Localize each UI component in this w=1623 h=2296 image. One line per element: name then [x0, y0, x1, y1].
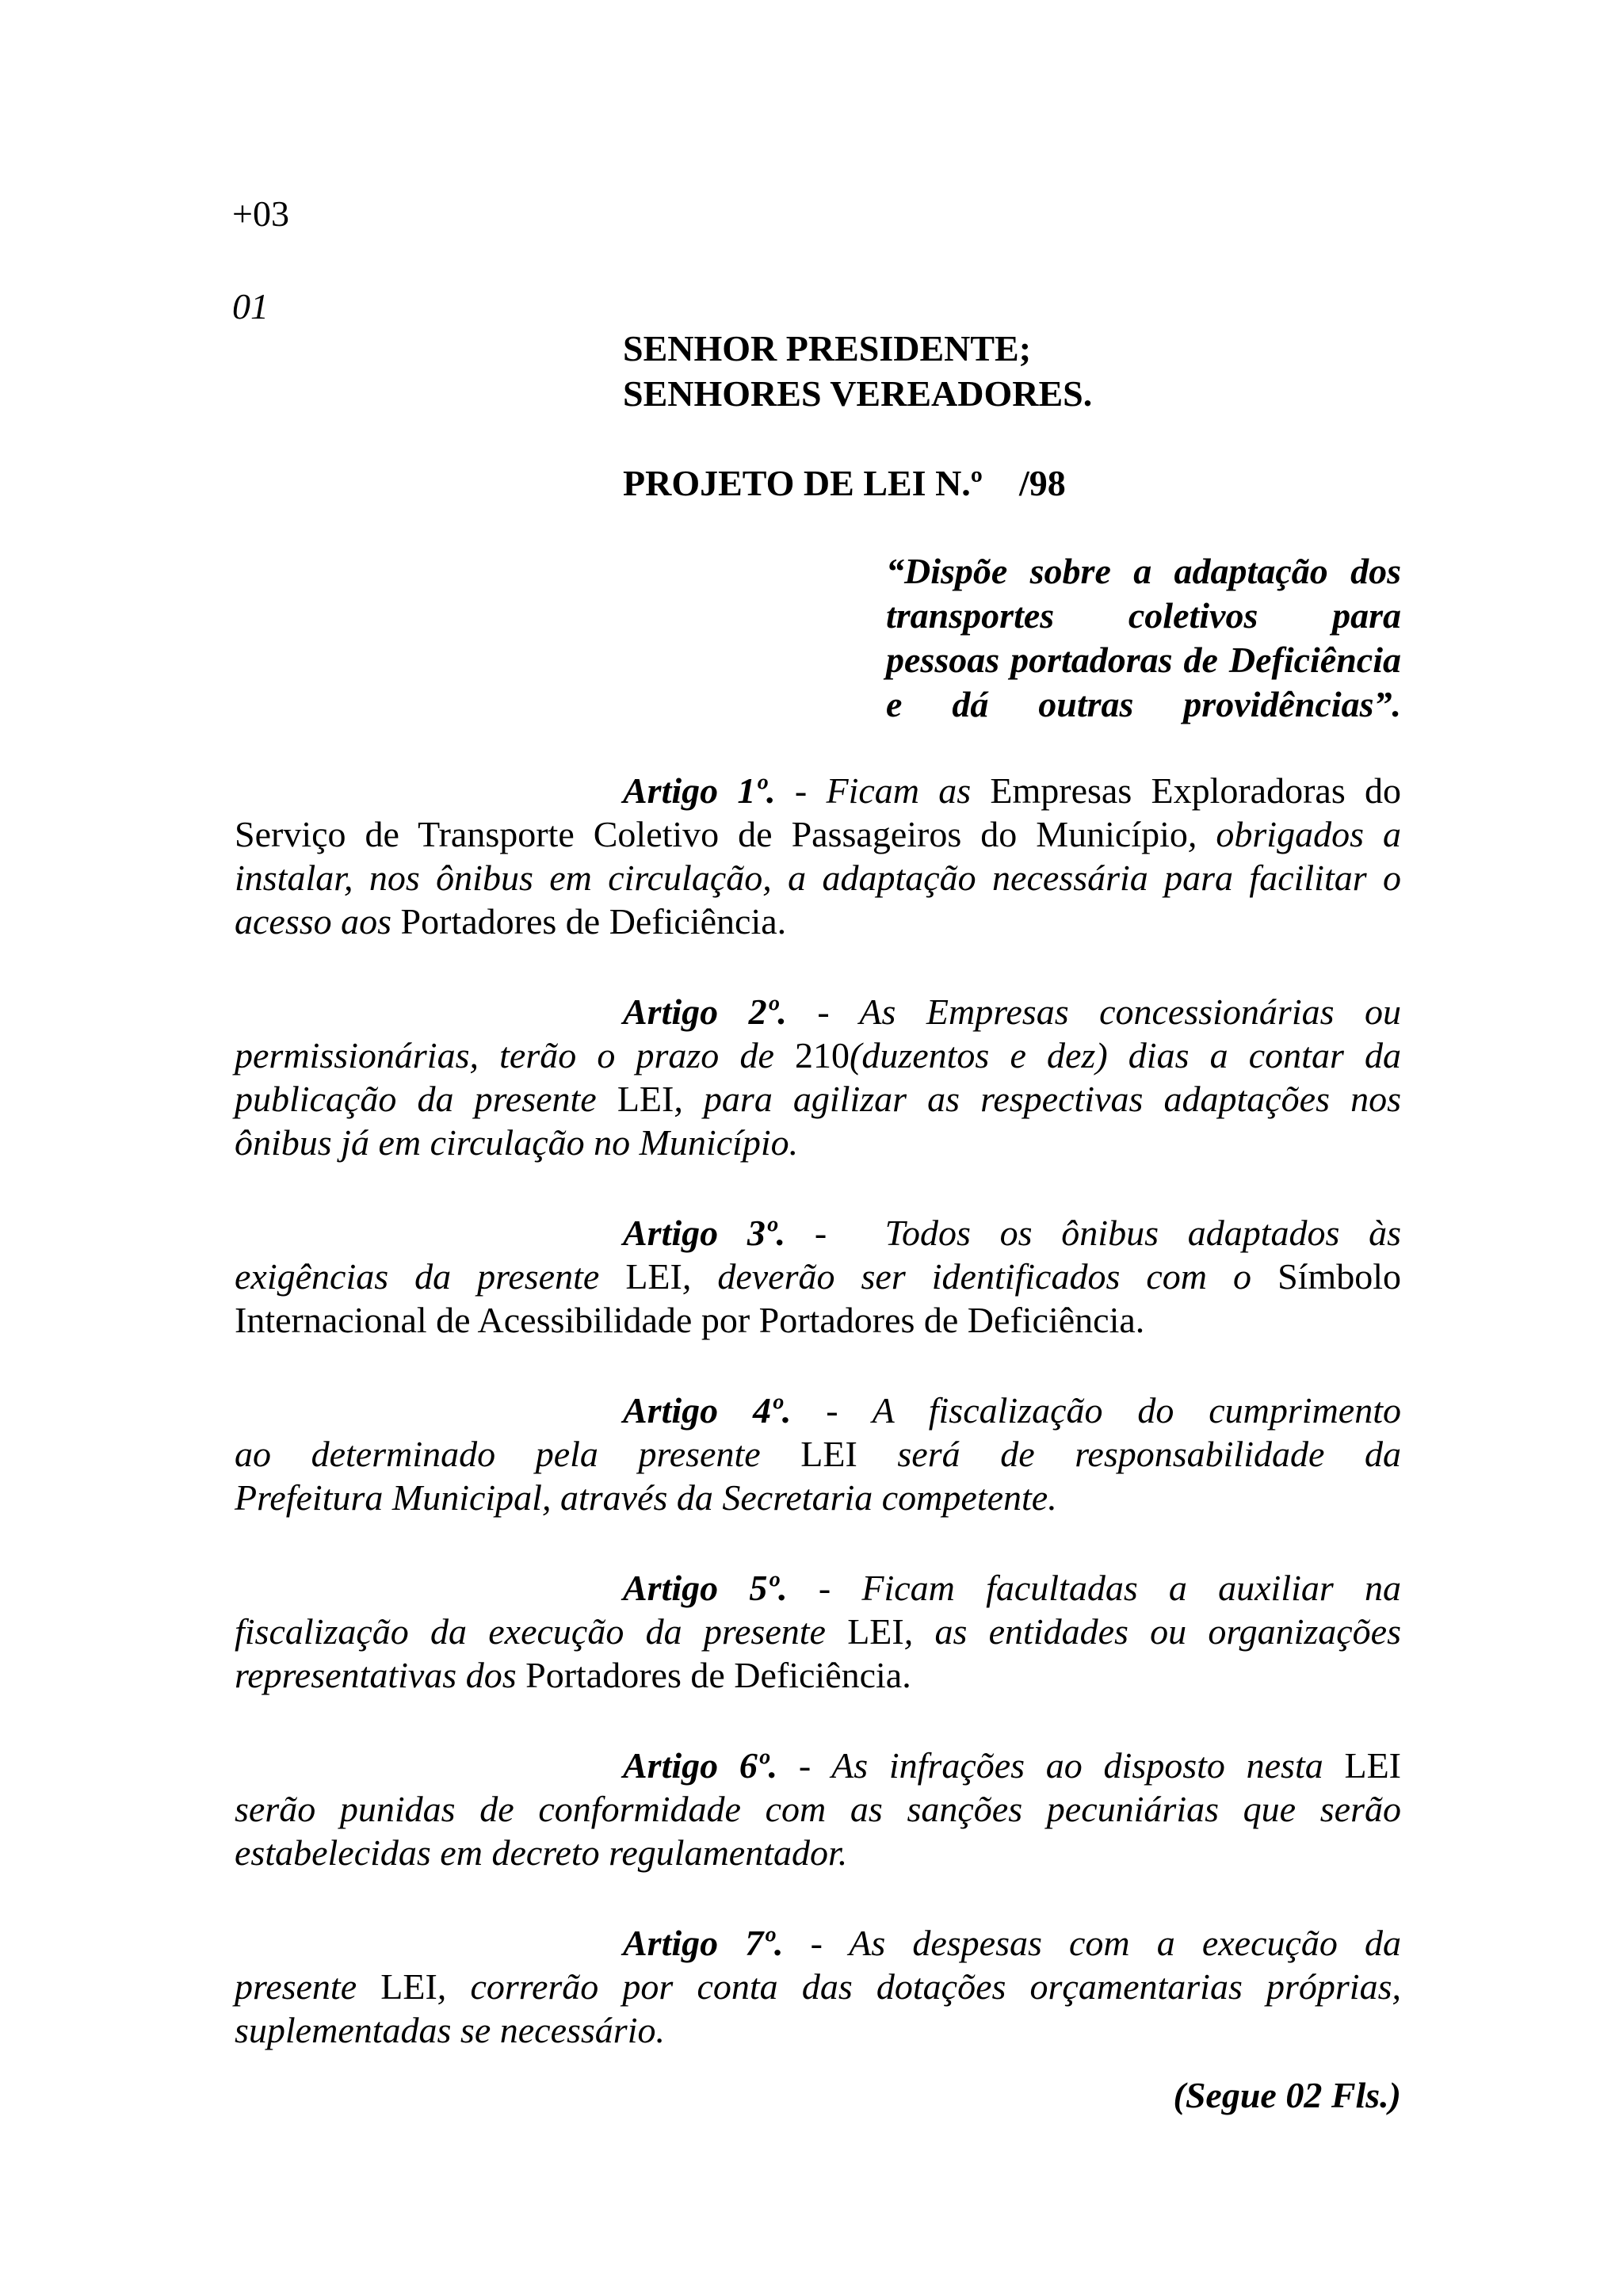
article-line	[235, 1653, 1401, 1697]
article-line	[235, 1744, 1401, 1787]
article-text: LEI	[625, 1256, 682, 1297]
article-line	[235, 1255, 1401, 1298]
article-line: suplementadas se necessário.	[235, 2010, 665, 2050]
article-line	[235, 769, 1401, 812]
article-line	[235, 1211, 1401, 1255]
article-text: 210	[795, 1035, 850, 1075]
article-text: presente	[235, 1966, 381, 2007]
article-text: - Todos os ônibus adaptados às	[785, 1213, 1402, 1253]
bill-title: PROJETO DE LEI N.º /98	[623, 463, 1066, 503]
article-7	[235, 1921, 1401, 2052]
article-text: publicação da presente	[235, 1079, 617, 1119]
article-text: será de responsabilidade da	[857, 1434, 1402, 1474]
summary-line: e dá outras providências”.	[886, 684, 1401, 724]
article-text: LEI	[1344, 1745, 1401, 1786]
article-text: LEI	[847, 1611, 904, 1652]
article-text: fiscalização da execução da presente	[235, 1611, 848, 1652]
article-3	[235, 1211, 1401, 1342]
article-label: Artigo 7º.	[623, 1923, 784, 1963]
article-1	[235, 769, 1401, 943]
article-text: Serviço de Transporte Coletivo de Passageiros do Município	[235, 814, 1188, 854]
article-line	[235, 1921, 1401, 1965]
summary-line: transportes coletivos para	[886, 595, 1401, 636]
article-text: LEI	[617, 1079, 674, 1119]
article-text: , deverão ser identificados com o	[682, 1256, 1278, 1297]
article-line: instalar, nos ônibus em circulação, a adaptação necessária para facilitar o	[235, 858, 1401, 898]
article-2	[235, 990, 1401, 1164]
article-text: - A fiscalização do cumprimento	[791, 1390, 1402, 1431]
page-marker: +03	[232, 193, 289, 234]
article-5	[235, 1566, 1401, 1697]
article-label: Artigo 1º.	[623, 770, 776, 811]
article-line: ônibus já em circulação no Município.	[235, 1122, 799, 1163]
article-line: Prefeitura Municipal, através da Secretaria competente.	[235, 1477, 1057, 1518]
article-4	[235, 1389, 1401, 1519]
article-text: , obrigados a	[1187, 814, 1401, 854]
salutation-councilors: SENHORES VEREADORES.	[623, 373, 1093, 414]
article-line	[235, 900, 1401, 943]
article-text: permissionárias, terão o prazo de	[235, 1035, 795, 1075]
article-label: Artigo 3º.	[623, 1213, 786, 1253]
continuation-note: (Segue 02 Fls.)	[1173, 2075, 1401, 2115]
article-line	[235, 1610, 1401, 1653]
article-label: Artigo 5º.	[623, 1568, 788, 1608]
article-text: Empresas Exploradoras do	[990, 770, 1401, 811]
sheet-number: 01	[232, 286, 269, 327]
article-label: Artigo 6º.	[623, 1745, 778, 1786]
article-text: - As despesas com a execução da	[783, 1923, 1402, 1963]
summary-line: pessoas portadoras de Deficiência	[886, 640, 1401, 680]
article-text: Símbolo	[1277, 1256, 1401, 1297]
article-text: LEI	[380, 1966, 437, 2007]
article-text: acesso aos	[235, 901, 401, 942]
article-text: ao determinado pela presente	[235, 1434, 801, 1474]
article-text: , as entidades ou organizações	[903, 1611, 1401, 1652]
article-text: - As Empresas concessionárias ou	[786, 991, 1401, 1032]
article-text: , correrão por conta das dotações orçamentarias próprias,	[437, 1966, 1401, 2007]
article-line: estabelecidas em decreto regulamentador.	[235, 1832, 848, 1873]
article-label: Artigo 4º.	[623, 1390, 792, 1431]
article-text: - As infrações ao disposto nesta	[777, 1745, 1345, 1786]
article-line	[235, 812, 1401, 856]
article-line	[235, 1432, 1401, 1476]
article-text: exigências da presente	[235, 1256, 626, 1297]
article-line	[235, 1033, 1401, 1077]
article-line	[235, 1965, 1401, 2008]
summary-line: “Dispõe sobre a adaptação dos	[886, 551, 1401, 591]
article-text: - Ficam as	[775, 770, 991, 811]
article-text: (duzentos e dez) dias a contar da	[850, 1035, 1401, 1075]
article-text: representativas dos	[235, 1655, 526, 1695]
article-label: Artigo 2º.	[623, 991, 787, 1032]
article-line: serão punidas de conformidade com as sanções pecuniárias que serão	[235, 1789, 1401, 1829]
article-text: Portadores de Deficiência.	[400, 901, 787, 942]
article-line	[235, 1566, 1401, 1610]
salutation-president: SENHOR PRESIDENTE;	[623, 328, 1032, 369]
article-text: Portadores de Deficiência.	[525, 1655, 911, 1695]
article-line	[235, 1077, 1401, 1121]
article-text: , para agilizar as respectivas adaptações nos	[674, 1079, 1401, 1119]
article-line	[235, 990, 1401, 1033]
article-6	[235, 1744, 1401, 1874]
article-text: - Ficam facultadas a auxiliar na	[787, 1568, 1401, 1608]
article-line	[235, 1389, 1401, 1432]
article-text: LEI	[800, 1434, 857, 1474]
bill-summary	[886, 549, 1401, 727]
article-line: Internacional de Acessibilidade por Portadores de Deficiência.	[235, 1300, 1145, 1340]
